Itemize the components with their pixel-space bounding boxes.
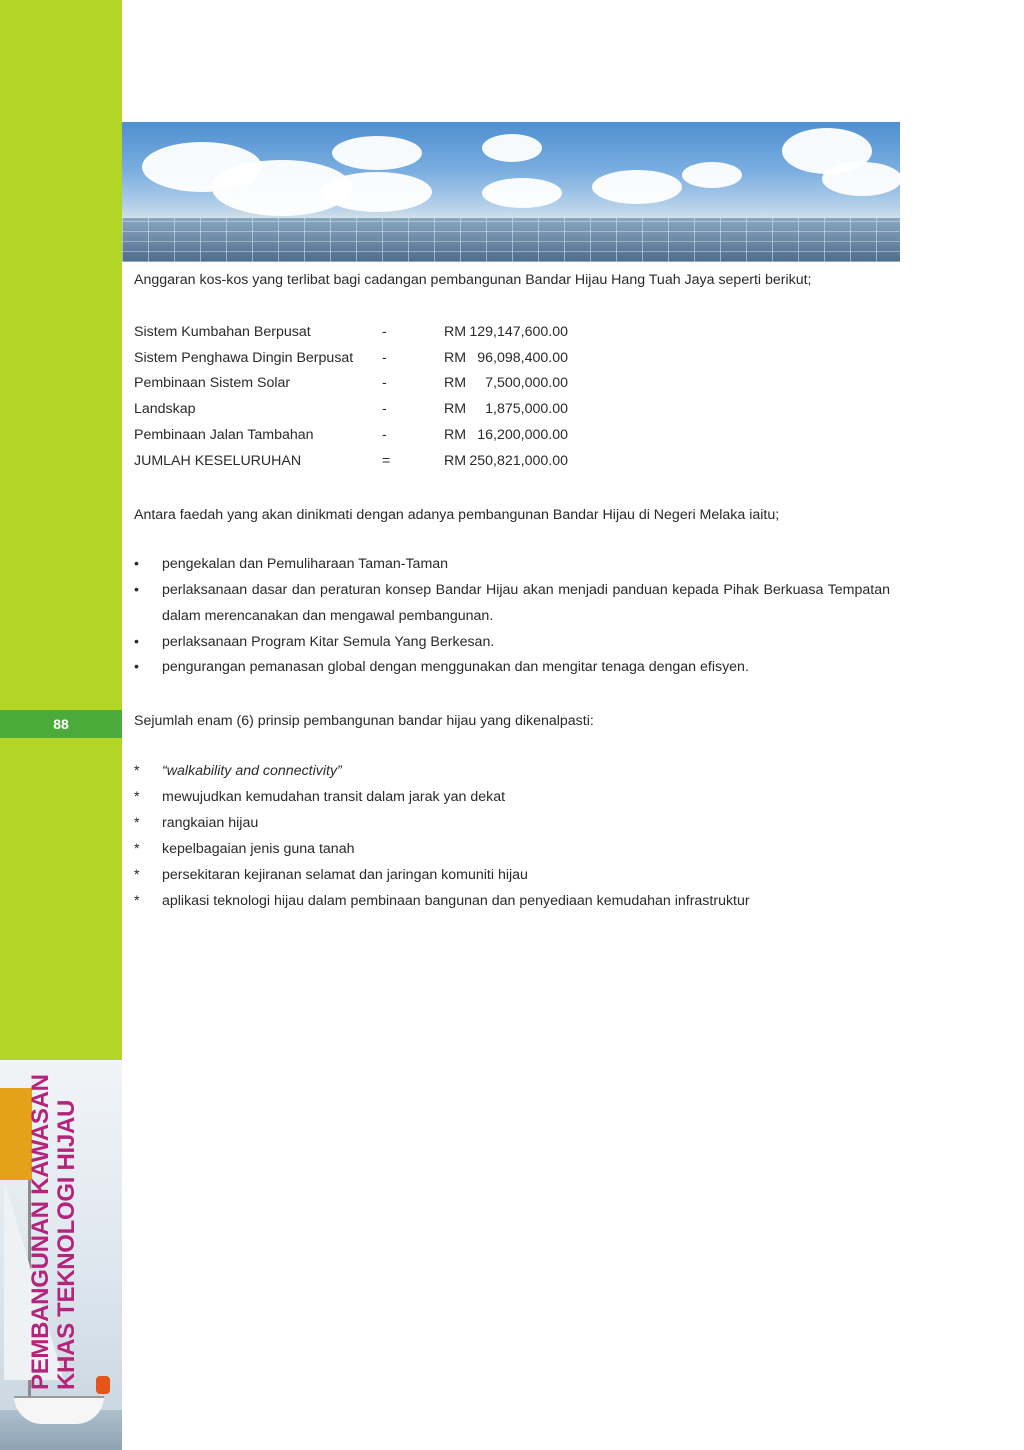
chapter-title-line1: PEMBANGUNAN KAWASAN <box>27 1074 54 1390</box>
cloud <box>332 136 422 170</box>
cost-row <box>134 375 634 397</box>
cost-label: Pembinaan Sistem Solar <box>134 375 291 391</box>
cost-separator: - <box>382 427 387 443</box>
asterisk-mark: * <box>134 893 140 909</box>
cloud <box>322 172 432 212</box>
cost-separator: - <box>382 375 387 391</box>
cost-total-row <box>134 453 634 475</box>
cost-amount: 7,500,000.00 <box>485 375 568 391</box>
cost-separator: - <box>382 324 387 340</box>
solar-panel-banner <box>122 122 900 262</box>
asterisk-mark: * <box>134 841 140 857</box>
cost-currency: RM <box>444 401 467 417</box>
bullet-mark: • <box>134 634 139 650</box>
cloud <box>682 162 742 188</box>
asterisk-mark: * <box>134 789 140 805</box>
cost-separator: - <box>382 401 387 417</box>
bullet-mark: • <box>134 556 139 572</box>
cost-amount: 96,098,400.00 <box>477 350 568 366</box>
cost-currency: RM <box>444 350 467 366</box>
list-item-text: rangkaian hijau <box>162 815 259 831</box>
page-number: 88 <box>53 716 69 732</box>
asterisk-mark: * <box>134 763 140 779</box>
list-item-text: pengurangan pemanasan global dengan menggunakan dan mengitar tenaga dengan efisyen. <box>162 659 749 675</box>
chapter-title-line2: KHAS TEKNOLOGI HIJAU <box>53 1099 80 1390</box>
cost-currency: RM <box>444 453 467 469</box>
list-item-text: persekitaran kejiranan selamat dan jaringan komuniti hijau <box>162 867 528 883</box>
principles-intro: Sejumlah enam (6) prinsip pembangunan bandar hijau yang dikenalpasti: <box>134 713 594 729</box>
page-number-wrap <box>0 710 122 738</box>
cost-label: Sistem Kumbahan Berpusat <box>134 324 311 340</box>
benefits-intro: Antara faedah yang akan dinikmati dengan adanya pembangunan Bandar Hijau di Negeri Melaka iaitu; <box>134 507 780 523</box>
bullet-mark: • <box>134 659 139 675</box>
cost-label: Landskap <box>134 401 196 417</box>
sidebar-band <box>0 0 122 1060</box>
asterisk-mark: * <box>134 867 140 883</box>
cost-separator: = <box>382 453 391 469</box>
list-item-text: kepelbagaian jenis guna tanah <box>162 841 355 857</box>
list-item-text: “walkability and connectivity” <box>162 763 342 779</box>
solar-panels <box>122 218 900 262</box>
cloud <box>482 178 562 208</box>
asterisk-mark: * <box>134 815 140 831</box>
cost-total-amount: 250,821,000.00 <box>469 453 568 469</box>
cost-row <box>134 427 634 449</box>
list-item-text: perlaksanaan Program Kitar Semula Yang Berkesan. <box>162 634 495 650</box>
cost-label: Pembinaan Jalan Tambahan <box>134 427 314 443</box>
cost-amount: 1,875,000.00 <box>485 401 568 417</box>
cost-amount: 16,200,000.00 <box>477 427 568 443</box>
cost-currency: RM <box>444 427 467 443</box>
chapter-title-vertical <box>27 1074 80 1390</box>
cost-label: Sistem Penghawa Dingin Berpusat <box>134 350 354 366</box>
cost-intro: Anggaran kos-kos yang terlibat bagi cadangan pembangunan Bandar Hijau Hang Tuah Jaya seperti berikut; <box>134 272 812 288</box>
cost-currency: RM <box>444 324 467 340</box>
cost-total-label: JUMLAH KESELURUHAN <box>134 453 302 469</box>
bullet-mark: • <box>134 582 139 598</box>
cost-amount: 129,147,600.00 <box>469 324 568 340</box>
list-item-text: mewujudkan kemudahan transit dalam jarak yan dekat <box>162 789 506 805</box>
cost-row <box>134 324 634 346</box>
cloud <box>592 170 682 204</box>
boat-hull <box>14 1396 104 1424</box>
cloud <box>822 162 900 196</box>
cloud <box>482 134 542 162</box>
cost-row <box>134 401 634 423</box>
list-item-text: perlaksanaan dasar dan peraturan konsep Bandar Hijau akan menjadi panduan kepada Pihak Berkuasa Tempatan dalam merencanakan dan mengawal pembangunan. <box>162 582 890 624</box>
sailor-figure <box>96 1376 110 1394</box>
list-item-text: aplikasi teknologi hijau dalam pembinaan bangunan dan penyediaan kemudahan infrastruktur <box>162 893 750 909</box>
cost-row <box>134 350 634 372</box>
cost-separator: - <box>382 350 387 366</box>
cost-currency: RM <box>444 375 467 391</box>
list-item-text: pengekalan dan Pemuliharaan Taman-Taman <box>162 556 449 572</box>
